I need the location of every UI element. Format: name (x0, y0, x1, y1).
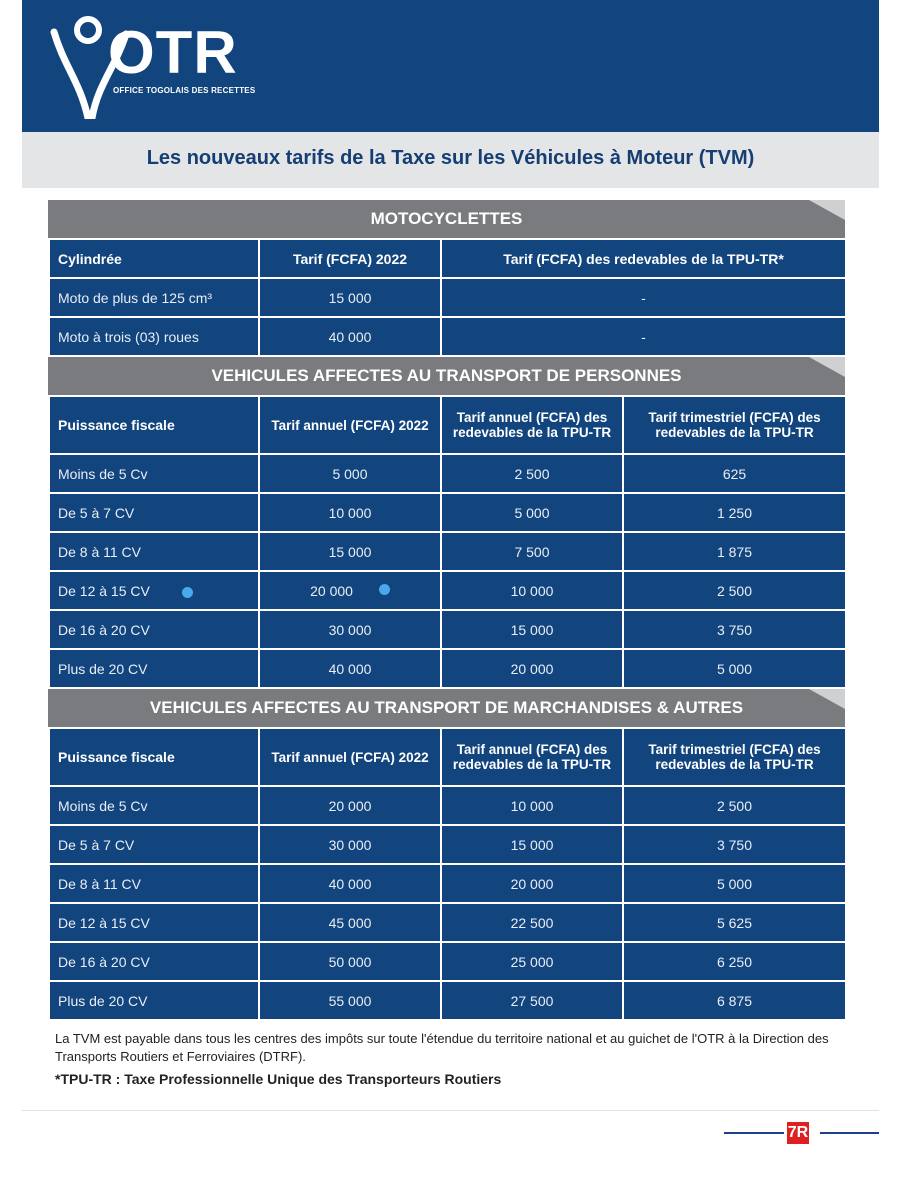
table-cell: De 16 à 20 CV (49, 610, 259, 649)
table-cell: 50 000 (259, 942, 441, 981)
table-cell: 15 000 (441, 610, 623, 649)
table-cell: De 5 à 7 CV (49, 493, 259, 532)
footnote-definition: *TPU-TR : Taxe Professionnelle Unique des Transporteurs Routiers (55, 1071, 502, 1087)
table-cell: 20 000 (259, 786, 441, 825)
table-row (49, 571, 846, 610)
table-cell: 625 (623, 454, 846, 493)
header-banner (22, 0, 879, 132)
logo-text: OTR (108, 19, 238, 86)
table-cell: 40 000 (259, 864, 441, 903)
blue-dot-icon (182, 587, 193, 598)
table-cell: 22 500 (441, 903, 623, 942)
brand-mark-text: 7R (787, 1122, 809, 1144)
table-cell: 10 000 (441, 571, 623, 610)
corner-fold-icon (809, 689, 845, 709)
table-cell: 1 250 (623, 493, 846, 532)
table-cell: 10 000 (441, 786, 623, 825)
table-row (49, 278, 846, 317)
table-cell: De 8 à 11 CV (49, 532, 259, 571)
table-cell: 5 000 (623, 864, 846, 903)
table-cell: De 12 à 15 CV (49, 903, 259, 942)
column-header: Tarif (FCFA) des redevables de la TPU-TR* (441, 239, 846, 278)
table-cell: 6 875 (623, 981, 846, 1020)
table-row (49, 825, 846, 864)
column-header: Tarif (FCFA) 2022 (259, 239, 441, 278)
table-cell: 5 000 (259, 454, 441, 493)
section-title: VEHICULES AFFECTES AU TRANSPORT DE MARCHANDISES & AUTRES (149, 698, 744, 717)
table-cell: Moins de 5 Cv (49, 786, 259, 825)
table-cell: 15 000 (259, 278, 441, 317)
corner-fold-icon (809, 357, 845, 377)
table-cell: 2 500 (441, 454, 623, 493)
table-header-row (49, 728, 846, 786)
section-banner-passenger-transport (48, 357, 845, 395)
column-header: Tarif annuel (FCFA) 2022 (259, 728, 441, 786)
divider (724, 1132, 784, 1134)
table-cell-with-dot (49, 571, 259, 610)
table-cell: De 16 à 20 CV (49, 942, 259, 981)
footnote (55, 1030, 850, 1088)
table-cell: 3 750 (623, 825, 846, 864)
table-cell-with-dot (259, 571, 441, 610)
table-row (49, 903, 846, 942)
corner-fold-icon (809, 200, 845, 220)
section-banner-goods-transport (48, 689, 845, 727)
table-cell: 27 500 (441, 981, 623, 1020)
table-header-row (49, 396, 846, 454)
table-cell: 20 000 (441, 649, 623, 688)
table-cell: 10 000 (259, 493, 441, 532)
table-row (49, 981, 846, 1020)
table-cell: Plus de 20 CV (49, 649, 259, 688)
motorcycles-table (48, 238, 847, 357)
passenger-transport-table (48, 395, 847, 689)
column-header: Puissance fiscale (49, 728, 259, 786)
row-label: De 12 à 15 CV (58, 582, 150, 599)
title-band (22, 132, 879, 188)
table-row (49, 864, 846, 903)
table-row (49, 610, 846, 649)
column-header: Tarif annuel (FCFA) des redevables de la TPU-TR (441, 396, 623, 454)
table-row (49, 493, 846, 532)
table-cell: 7 500 (441, 532, 623, 571)
table-header-row (49, 239, 846, 278)
column-header: Tarif annuel (FCFA) des redevables de la TPU-TR (441, 728, 623, 786)
table-cell: 55 000 (259, 981, 441, 1020)
table-row (49, 454, 846, 493)
cell-value: 20 000 (310, 582, 353, 599)
table-cell: Moto de plus de 125 cm³ (49, 278, 259, 317)
table-cell: Moto à trois (03) roues (49, 317, 259, 356)
table-cell: 30 000 (259, 825, 441, 864)
table-cell: 1 875 (623, 532, 846, 571)
column-header: Tarif trimestriel (FCFA) des redevables de la TPU-TR (623, 728, 846, 786)
table-cell: 15 000 (259, 532, 441, 571)
table-cell: Moins de 5 Cv (49, 454, 259, 493)
table-cell: 5 000 (441, 493, 623, 532)
blue-dot-icon (379, 584, 390, 595)
table-row (49, 649, 846, 688)
table-cell: 2 500 (623, 571, 846, 610)
table-cell: De 5 à 7 CV (49, 825, 259, 864)
section-title: MOTOCYCLETTES (370, 209, 523, 228)
column-header: Tarif annuel (FCFA) 2022 (259, 396, 441, 454)
divider (820, 1132, 879, 1134)
table-cell: Plus de 20 CV (49, 981, 259, 1020)
table-cell: De 8 à 11 CV (49, 864, 259, 903)
table-cell: 6 250 (623, 942, 846, 981)
goods-transport-table (48, 727, 847, 1021)
table-cell: - (441, 278, 846, 317)
table-row (49, 317, 846, 356)
section-banner-motorcycles (48, 200, 845, 238)
table-cell: 5 625 (623, 903, 846, 942)
page-title: Les nouveaux tarifs de la Taxe sur les Véhicules à Moteur (TVM) (146, 147, 755, 169)
table-cell: 20 000 (441, 864, 623, 903)
table-cell: 40 000 (259, 649, 441, 688)
tariff-tables (48, 200, 845, 1021)
logo-subtitle: OFFICE TOGOLAIS DES RECETTES (113, 86, 256, 95)
table-cell: 25 000 (441, 942, 623, 981)
column-header: Puissance fiscale (49, 396, 259, 454)
table-cell: 15 000 (441, 825, 623, 864)
brand-mark (724, 1120, 879, 1146)
column-header: Cylindrée (49, 239, 259, 278)
section-title: VEHICULES AFFECTES AU TRANSPORT DE PERSONNES (211, 366, 682, 385)
divider (22, 1110, 879, 1111)
footnote-text: La TVM est payable dans tous les centres des impôts sur toute l'étendue du territoire national et au guichet de l'OTR à la Direction des Transports Routiers et Ferroviaires (DTRF). (55, 1031, 829, 1064)
table-cell: 2 500 (623, 786, 846, 825)
table-cell: 40 000 (259, 317, 441, 356)
table-cell: 3 750 (623, 610, 846, 649)
table-row (49, 942, 846, 981)
table-row (49, 532, 846, 571)
column-header: Tarif trimestriel (FCFA) des redevables de la TPU-TR (623, 396, 846, 454)
table-cell: 45 000 (259, 903, 441, 942)
table-row (49, 786, 846, 825)
table-cell: 5 000 (623, 649, 846, 688)
table-cell: - (441, 317, 846, 356)
table-cell: 30 000 (259, 610, 441, 649)
